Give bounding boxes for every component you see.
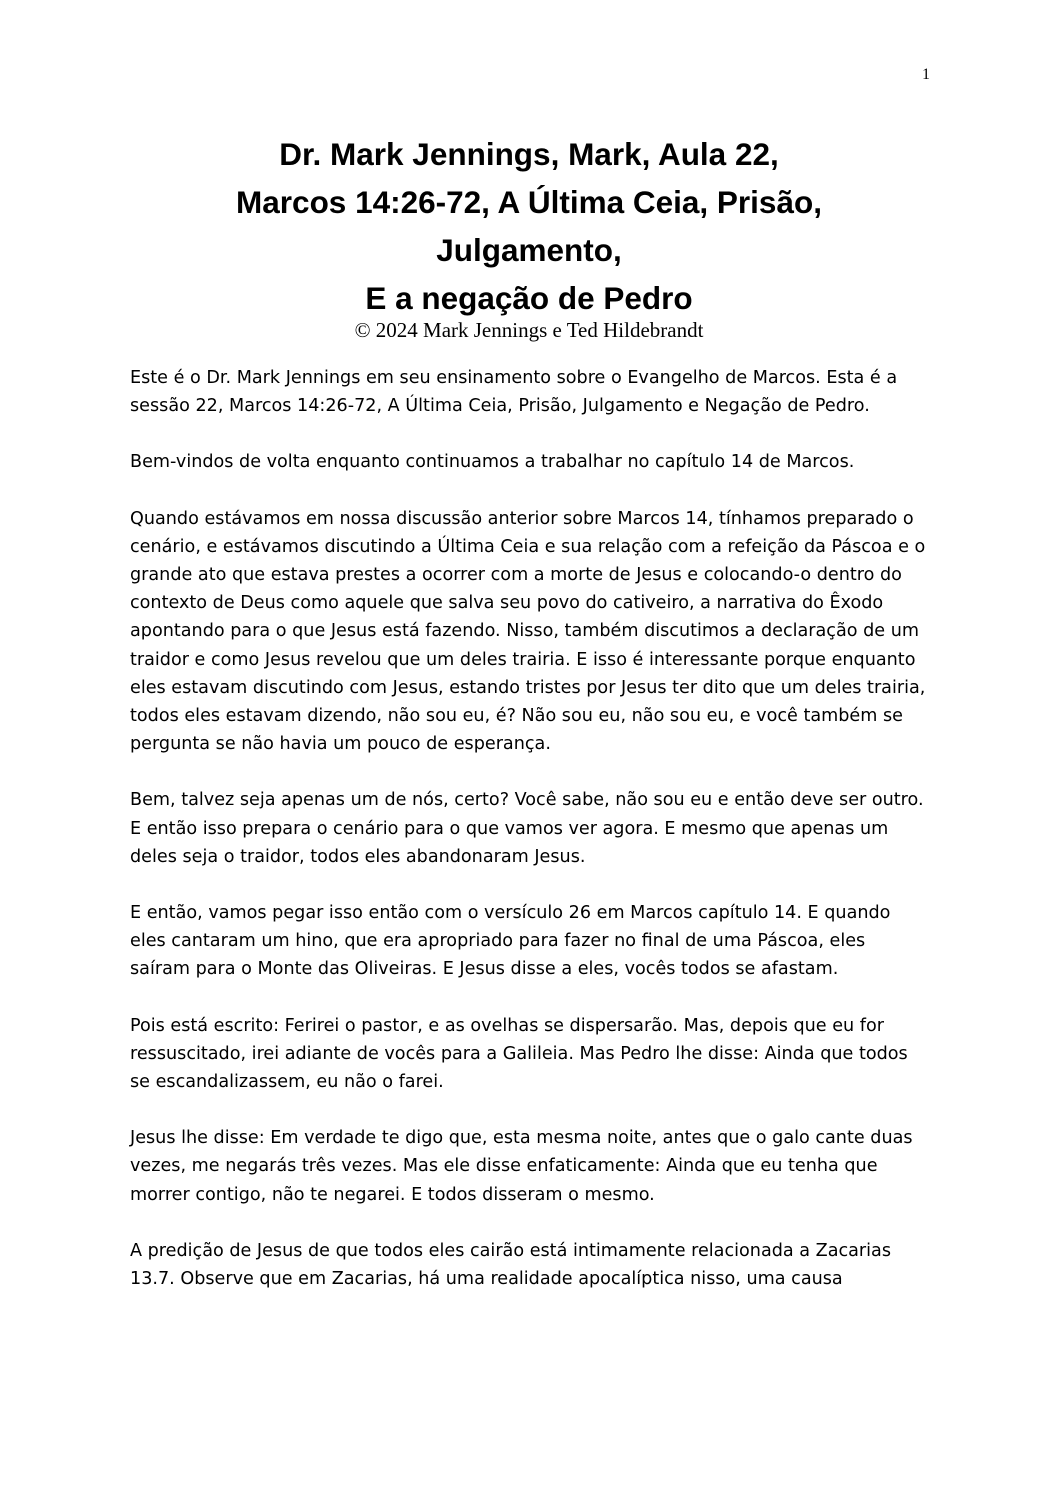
title-line: Dr. Mark Jennings, Mark, Aula 22, <box>279 136 779 172</box>
paragraph: Bem-vindos de volta enquanto continuamos a trabalhar no capítulo 14 de Marcos. <box>130 452 855 473</box>
paragraph: A predição de Jesus de que todos eles cairão está intimamente relacionada a Zacarias 13.7. Observe que em Zacarias, há uma realidade apocalíptica nisso, uma causa <box>130 1240 891 1290</box>
paragraph: Bem, talvez seja apenas um de nós, certo? Você sabe, não sou eu e então deve ser outro. E então isso prepara o cenário para o que vamos ver agora. E mesmo que apenas um deles seja o traidor, todos eles abandonaram Jesus. <box>130 790 924 867</box>
paragraph: E então, vamos pegar isso então com o versículo 26 em Marcos capítulo 14. E quando eles cantaram um hino, que era apropriado para fazer no final de uma Páscoa, eles saíram para o Monte das Oliveiras. E Jesus disse a eles, vocês todos se afastam. <box>130 903 891 980</box>
paragraph: Quando estávamos em nossa discussão anterior sobre Marcos 14, tínhamos preparado o cenário, e estávamos discutindo a Última Ceia e sua relação com a refeição da Páscoa e o grande ato que estava prestes a ocorrer com a morte de Jesus e colocando-o dentro do contexto de Deus como aquele que salva seu povo do cativeiro, a narrativa do Êxodo apontando para o que Jesus está fazendo. Nisso, também discutimos a declaração de um traidor e como Jesus revelou que um deles trairia. E isso é interessante porque enquanto eles estavam discutindo com Jesus, estando tristes por Jesus ter dito que um deles trairia, todos eles estavam dizendo, não sou eu, é? Não sou eu, não sou eu, e você também se pergunta se não havia um pouco de esperança. <box>130 508 926 755</box>
paragraph: Pois está escrito: Ferirei o pastor, e as ovelhas se dispersarão. Mas, depois que eu for ressuscitado, irei adiante de vocês para a Galileia. Mas Pedro lhe disse: Ainda que todos se escandalizassem, eu não o farei. <box>130 1015 908 1093</box>
copyright-notice: © 2024 Mark Jennings e Ted Hildebrandt <box>354 318 704 342</box>
paragraph: Este é o Dr. Mark Jennings em seu ensinamento sobre o Evangelho de Marcos. Esta é a sessão 22, Marcos 14:26-72, A Última Ceia, Prisão, Julgamento e Negação de Pedro. <box>130 368 898 417</box>
page-number: 1 <box>922 66 930 83</box>
document-title <box>0 130 1058 342</box>
paragraph: Jesus lhe disse: Em verdade te digo que, esta mesma noite, antes que o galo cante duas vezes, me negarás três vezes. Mas ele disse enfaticamente: Ainda que eu tenha que morrer contigo, não te negarei. E todos disseram o mesmo. <box>130 1128 913 1205</box>
title-line: Julgamento, <box>436 232 622 268</box>
title-line: Marcos 14:26-72, A Última Ceia, Prisão, <box>236 184 822 220</box>
title-line: E a negação de Pedro <box>365 280 693 316</box>
document-body <box>130 364 930 1321</box>
